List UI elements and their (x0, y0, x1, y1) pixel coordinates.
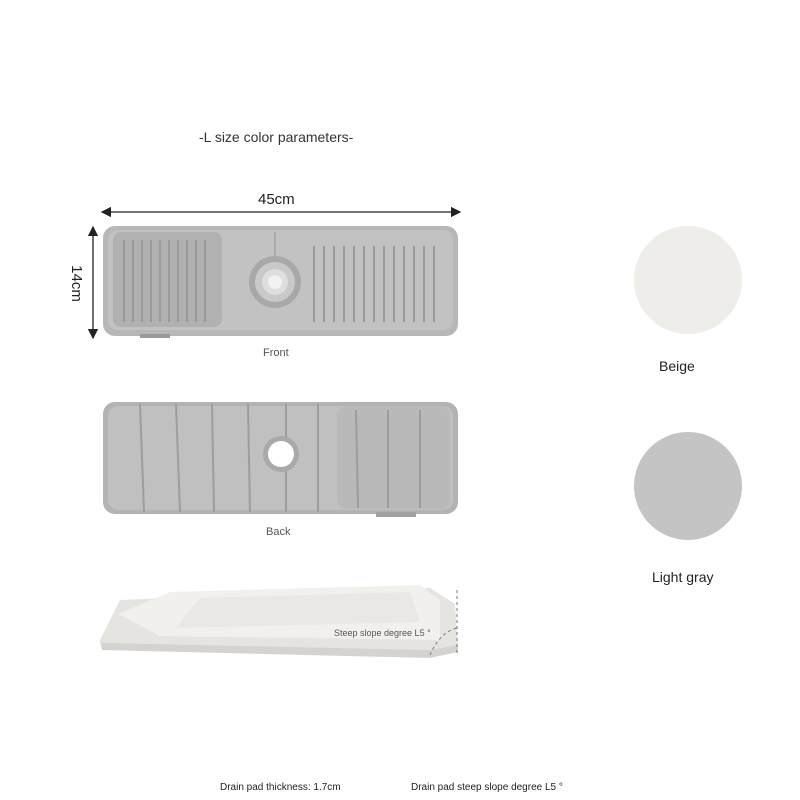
height-dimension-label: 14cm (67, 265, 85, 302)
front-caption: Front (263, 347, 289, 359)
color-swatch-beige[interactable] (634, 226, 742, 334)
slope-note: Steep slope degree L5 ° (334, 628, 431, 638)
back-caption: Back (266, 526, 291, 538)
slope-spec: Drain pad steep slope degree L5 ° (411, 782, 563, 793)
front-view-mat (103, 226, 458, 338)
color-swatch-light-gray[interactable] (634, 432, 742, 540)
thickness-spec: Drain pad thickness: 1.7cm (220, 782, 341, 793)
width-dimension-label: 45cm (258, 191, 295, 208)
page-title: -L size color parameters- (199, 129, 354, 145)
color-label-light-gray: Light gray (652, 569, 714, 585)
side-view-mat (100, 585, 458, 658)
color-label-beige: Beige (659, 358, 695, 374)
back-view-mat (103, 402, 458, 517)
